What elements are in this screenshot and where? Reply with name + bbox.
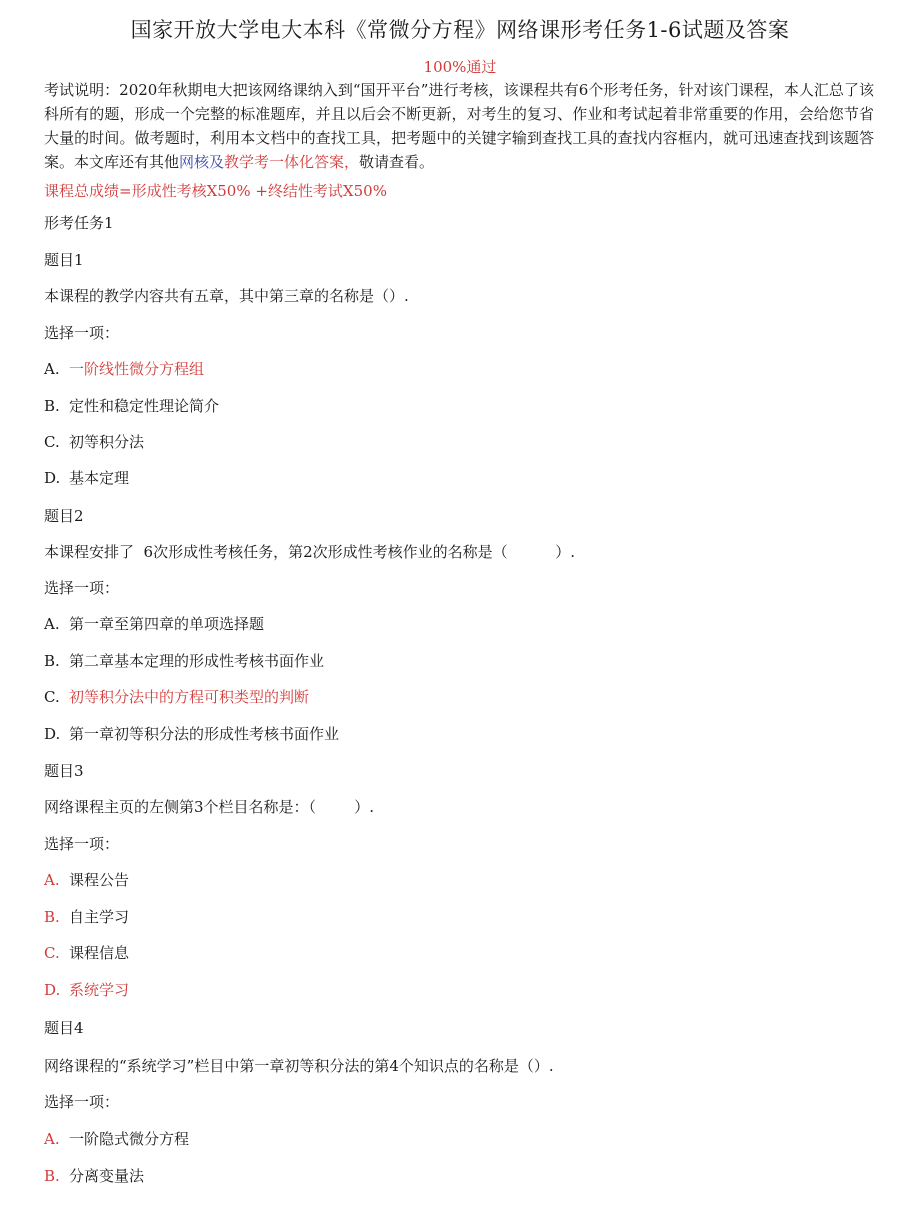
choose-label: 选择一项： bbox=[44, 579, 120, 597]
question-label: 题目4 bbox=[44, 1019, 84, 1037]
option-a bbox=[44, 869, 129, 890]
option-text: 基本定理 bbox=[69, 469, 130, 487]
option-letter: A. bbox=[44, 360, 60, 378]
intro-link-jiaoxue[interactable]: 教学考一体化答案， bbox=[224, 153, 360, 171]
option-letter: B. bbox=[44, 1167, 60, 1185]
question-text: 网络课程的“系统学习”栏目中第一章初等积分法的第4个知识点的名称是（）. bbox=[44, 1057, 554, 1075]
option-letter: B. bbox=[44, 652, 60, 670]
option-text: 课程公告 bbox=[69, 871, 130, 889]
option-text: 系统学习 bbox=[69, 981, 130, 999]
option-letter: D. bbox=[44, 469, 61, 487]
section-heading: 形考任务1 bbox=[44, 214, 114, 232]
question-text: 本课程安排了 6次形成性考核任务，第2次形成性考核作业的名称是（ ）. bbox=[44, 543, 576, 561]
option-text: 课程信息 bbox=[69, 944, 130, 962]
question-label: 题目2 bbox=[44, 507, 84, 525]
option-text: 定性和稳定性理论简介 bbox=[69, 397, 220, 415]
option-letter: C. bbox=[44, 433, 60, 451]
option-letter: C. bbox=[44, 944, 60, 962]
option-a bbox=[44, 358, 204, 379]
option-b bbox=[44, 1165, 144, 1186]
option-text: 第一章初等积分法的形成性考核书面作业 bbox=[69, 725, 340, 743]
document-title: 国家开放大学电大本科《常微分方程》网络课形考任务1-6试题及答案 bbox=[130, 18, 790, 42]
option-a bbox=[44, 613, 264, 634]
option-a bbox=[44, 1128, 189, 1149]
choose-label: 选择一项： bbox=[44, 324, 120, 342]
grade-formula: 课程总成绩=形成性考核X50% +终结性考试X50% bbox=[44, 182, 387, 200]
option-letter: D. bbox=[44, 981, 61, 999]
option-letter: A. bbox=[44, 1130, 60, 1148]
option-b bbox=[44, 395, 219, 416]
exam-intro bbox=[44, 78, 874, 174]
question-text: 本课程的教学内容共有五章，其中第三章的名称是（）. bbox=[44, 287, 409, 305]
question-label: 题目1 bbox=[44, 251, 84, 269]
choose-label: 选择一项： bbox=[44, 1093, 120, 1111]
question-label: 题目3 bbox=[44, 762, 84, 780]
option-text: 一阶线性微分方程组 bbox=[69, 360, 205, 378]
option-text: 一阶隐式微分方程 bbox=[69, 1130, 190, 1148]
option-letter: C. bbox=[44, 688, 60, 706]
option-letter: B. bbox=[44, 908, 60, 926]
choose-label: 选择一项： bbox=[44, 835, 120, 853]
option-letter: A. bbox=[44, 615, 60, 633]
intro-text-end: 敬请查看。 bbox=[359, 153, 435, 171]
option-text: 初等积分法中的方程可积类型的判断 bbox=[69, 688, 310, 706]
option-d bbox=[44, 979, 129, 1000]
intro-link-wanghe[interactable]: 网核及 bbox=[179, 153, 225, 171]
option-text: 分离变量法 bbox=[69, 1167, 145, 1185]
option-d bbox=[44, 467, 129, 488]
option-text: 自主学习 bbox=[69, 908, 130, 926]
option-text: 第一章至第四章的单项选择题 bbox=[69, 615, 265, 633]
option-letter: D. bbox=[44, 725, 61, 743]
option-d bbox=[44, 723, 339, 744]
option-letter: A. bbox=[44, 871, 60, 889]
question-text: 网络课程主页的左侧第3个栏目名称是：（ ）. bbox=[44, 798, 374, 816]
option-text: 初等积分法 bbox=[69, 433, 145, 451]
intro-text: 考试说明：2020年秋期电大把该网络课纳入到“国开平台”进行考核，该课程共有6个形考任务，针对该门课程，本人汇总了该科所有的题，形成一个完整的标准题库，并且以后会不断更新，对考生的复习、作业和考试起着非常重要的作用，会给您节省大量的时间。做考题时，利用本文档中的查找工具，把考题中的关键字输到查找工具的查找内容框内，就可迅速查找到该题答案。本文库还有其他 bbox=[44, 81, 874, 171]
option-letter: B. bbox=[44, 397, 60, 415]
option-c bbox=[44, 686, 309, 707]
option-text: 第二章基本定理的形成性考核书面作业 bbox=[69, 652, 325, 670]
option-c bbox=[44, 942, 129, 963]
pass-note: 100%通过 bbox=[423, 58, 497, 76]
option-c bbox=[44, 431, 144, 452]
option-b bbox=[44, 906, 129, 927]
option-b bbox=[44, 650, 324, 671]
